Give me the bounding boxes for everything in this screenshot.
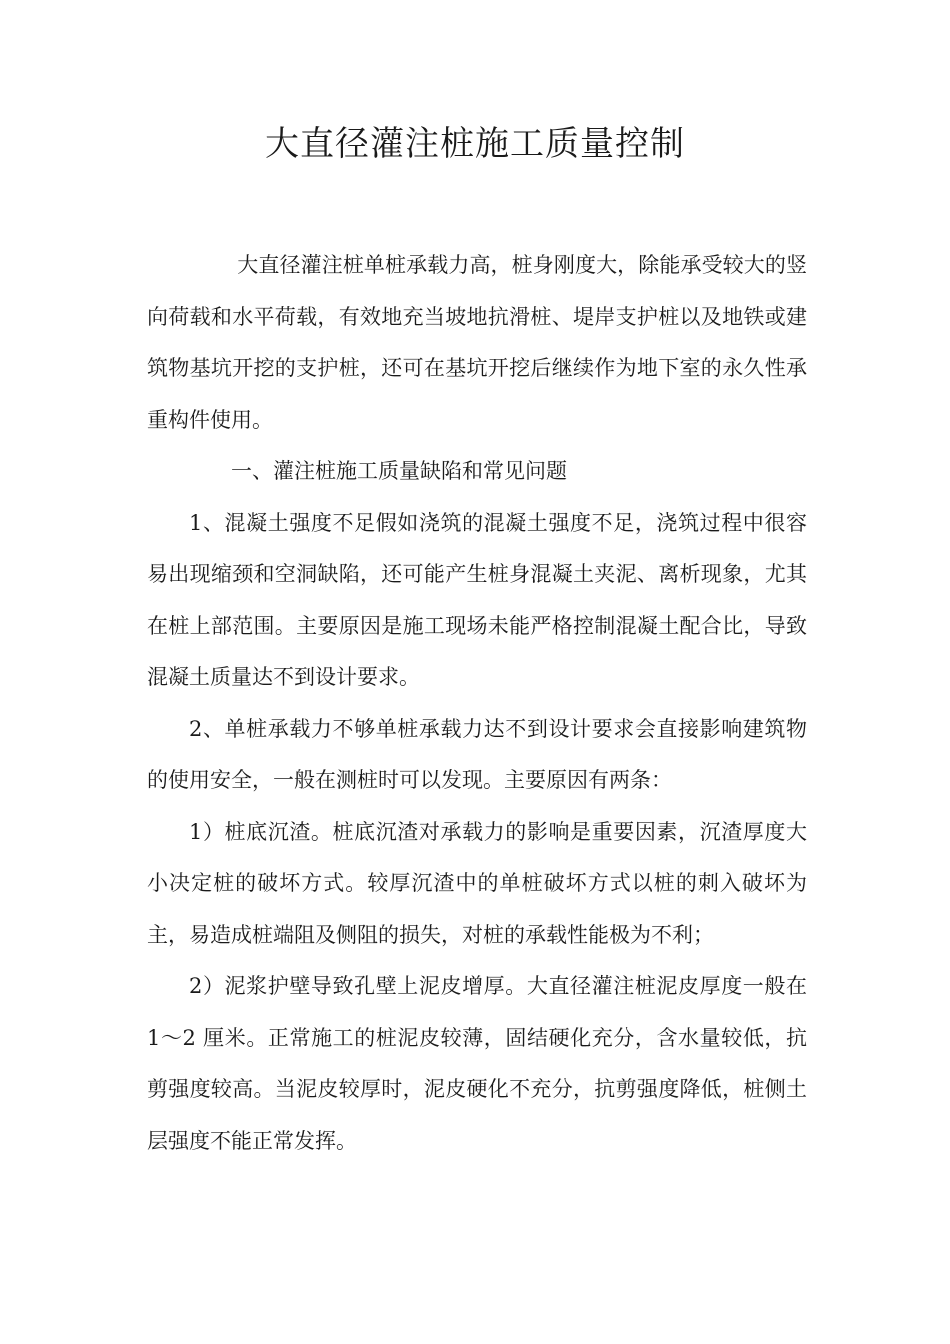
paragraph-concrete-strength: 1、混凝土强度不足假如浇筑的混凝土强度不足，浇筑过程中很容易出现缩颈和空洞缺陷，还可能产生桩身混凝土夹泥、离析现象，尤其在桩上部范围。主要原因是施工现场未能严格控制混凝土配合比，导致混凝土质量达不到设计要求。 bbox=[147, 510, 807, 689]
paragraph-bearing-capacity: 2、单桩承载力不够单桩承载力达不到设计要求会直接影响建筑物的使用安全，一般在测桩时可以发现。主要原因有两条： bbox=[147, 716, 807, 792]
paragraph-sediment: 1）桩底沉渣。桩底沉渣对承载力的影响是重要因素，沉渣厚度大小决定桩的破坏方式。较厚沉渣中的单桩破坏方式以桩的刺入破坏为主，易造成桩端阻及侧阻的损失，对桩的承载性能极为不利； bbox=[147, 819, 807, 947]
paragraph-intro: 大直径灌注桩单桩承载力高，桩身刚度大，除能承受较大的竖向荷载和水平荷载，有效地充当坡地抗滑桩、堤岸支护桩以及地铁或建筑物基坑开挖的支护桩，还可在基坑开挖后继续作为地下室的永久性承重构件使用。 bbox=[147, 253, 807, 432]
document-body bbox=[147, 240, 807, 1167]
document-title: 大直径灌注桩施工质量控制 bbox=[265, 124, 685, 164]
section-heading: 一、灌注桩施工质量缺陷和常见问题 bbox=[231, 459, 567, 483]
paragraph-mud-skin: 2）泥浆护壁导致孔壁上泥皮增厚。大直径灌注桩泥皮厚度一般在 1～2 厘米。正常施工的桩泥皮较薄，固结硬化充分，含水量较低，抗剪强度较高。当泥皮较厚时，泥皮硬化不充分，抗剪强度降低，桩侧土层强度不能正常发挥。 bbox=[147, 974, 807, 1153]
